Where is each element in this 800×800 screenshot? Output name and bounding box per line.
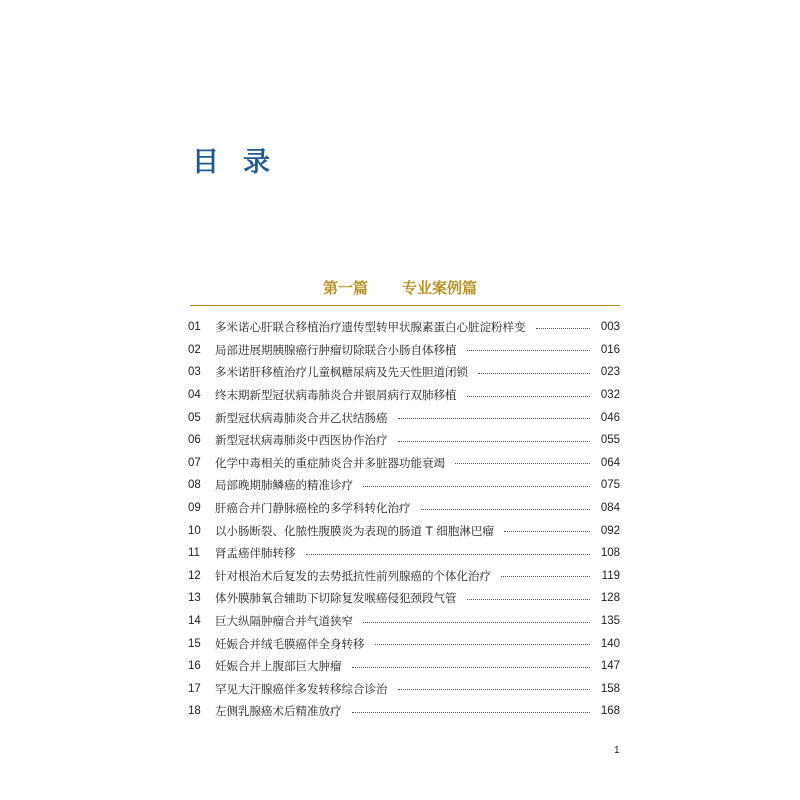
page-title-char-2: 录 [243,147,270,178]
page-title [192,140,270,179]
toc-entry-page: 128 [600,592,620,605]
toc-dot-leader [363,486,590,487]
toc-entry-page: 119 [601,569,620,582]
toc-entry-page: 135 [600,615,620,628]
toc-entry [188,316,620,339]
toc-entry-title: 新型冠状病毒肺炎合并乙状结肠癌 [215,410,388,425]
toc-entry [188,384,620,407]
toc-entry-number: 01 [188,321,201,334]
toc-entry-number: 13 [188,592,201,605]
toc-entry [188,452,620,475]
toc-entry-number: 16 [188,660,201,673]
toc-entry-page: 003 [600,321,620,334]
section-heading [0,277,800,298]
toc-dot-leader [467,599,591,600]
toc-entry-title: 罕见大汗腺癌伴多发转移综合诊治 [215,681,388,696]
toc-entry-title: 局部晚期肺鳞癌的精准诊疗 [215,478,353,493]
toc-entry-title: 肾盂癌伴肺转移 [215,546,296,561]
toc-entry-page: 140 [600,637,620,650]
toc-entry [188,610,620,633]
toc-dot-leader [478,373,590,374]
toc-entry-number: 04 [188,389,201,402]
toc-entry-number: 17 [188,682,201,695]
toc-entry-page: 084 [600,502,620,515]
toc-entry [188,678,620,701]
toc-entry-title: 多米诺肝移植治疗儿童枫糖尿病及先天性胆道闭锁 [215,365,468,380]
toc-entry-number: 18 [188,705,201,718]
toc-entry-number: 08 [188,479,201,492]
section-name: 专业案例篇 [402,279,478,297]
toc-entry-number: 05 [188,411,201,424]
toc-entry-title: 左侧乳腺癌术后精准放疗 [215,704,342,719]
toc-entry [188,497,620,520]
toc-entry-title: 化学中毒相关的重症肺炎合并多脏器功能衰竭 [215,455,445,470]
toc-entry [188,339,620,362]
page-number: 1 [614,745,620,756]
toc-dot-leader [501,576,590,577]
toc-entry-page: 075 [600,479,620,492]
toc-entry-title: 以小肠断裂、化脓性腹膜炎为表现的肠道 T 细胞淋巴瘤 [215,523,494,538]
toc-entry [188,542,620,565]
toc-entry-number: 12 [188,569,201,582]
toc-entry [188,632,620,655]
toc-dot-leader [306,554,591,555]
toc-dot-leader [375,644,591,645]
section-divider [190,305,620,306]
toc-entry-page: 092 [600,524,620,537]
toc-entry-title: 局部进展期胰腺癌行肿瘤切除联合小肠自体移植 [215,342,457,357]
toc-entry-page: 032 [600,389,620,402]
toc-entry-number: 07 [188,456,201,469]
toc-entry-number: 15 [188,637,201,650]
toc-entry-page: 108 [600,547,620,560]
toc-entry [188,429,620,452]
toc-entry-title: 针对根治术后复发的去势抵抗性前列腺癌的个体化治疗 [215,568,491,583]
toc-dot-leader [536,328,591,329]
toc-entry-title: 新型冠状病毒肺炎中西医协作治疗 [215,433,388,448]
toc-dot-leader [398,441,591,442]
toc-entry-page: 158 [600,682,620,695]
table-of-contents [188,316,620,723]
toc-entry [188,565,620,588]
toc-dot-leader [455,463,590,464]
toc-entry [188,474,620,497]
toc-entry-number: 02 [188,343,201,356]
toc-entry [188,519,620,542]
toc-entry-page: 168 [600,705,620,718]
toc-entry-number: 11 [188,547,200,560]
toc-entry-number: 03 [188,366,201,379]
toc-entry [188,587,620,610]
toc-entry-page: 055 [600,434,620,447]
toc-dot-leader [352,667,591,668]
toc-entry-title: 妊娠合并绒毛膜癌伴全身转移 [215,636,365,651]
toc-entry-title: 巨大纵隔肿瘤合并气道狭窄 [215,614,353,629]
toc-entry-title: 妊娠合并上腹部巨大肿瘤 [215,659,342,674]
toc-entry-number: 14 [188,615,201,628]
page-title-char-1: 目 [192,147,219,178]
toc-dot-leader [398,689,591,690]
toc-entry-page: 016 [600,343,620,356]
toc-entry [188,655,620,678]
toc-dot-leader [421,509,591,510]
toc-entry [188,700,620,723]
toc-dot-leader [504,531,590,532]
toc-entry-title: 体外膜肺氧合辅助下切除复发喉癌侵犯颈段气管 [215,591,457,606]
toc-entry-title: 肝癌合并门静脉癌栓的多学科转化治疗 [215,501,411,516]
toc-entry-number: 06 [188,434,201,447]
toc-entry-page: 023 [600,366,620,379]
toc-entry-number: 10 [188,524,201,537]
toc-entry-page: 064 [600,456,620,469]
toc-entry-title: 终末期新型冠状病毒肺炎合并银屑病行双肺移植 [215,388,457,403]
toc-dot-leader [363,622,590,623]
toc-dot-leader [398,418,591,419]
toc-entry [188,361,620,384]
toc-entry-page: 046 [600,411,620,424]
toc-entry-title: 多米诺心肝联合移植治疗遗传型转甲状腺素蛋白心脏淀粉样变 [215,320,526,335]
toc-entry-page: 147 [600,660,620,673]
section-label: 第一篇 [322,279,368,297]
toc-dot-leader [467,396,591,397]
toc-entry-number: 09 [188,502,201,515]
toc-dot-leader [467,350,591,351]
toc-dot-leader [352,712,591,713]
toc-entry [188,406,620,429]
